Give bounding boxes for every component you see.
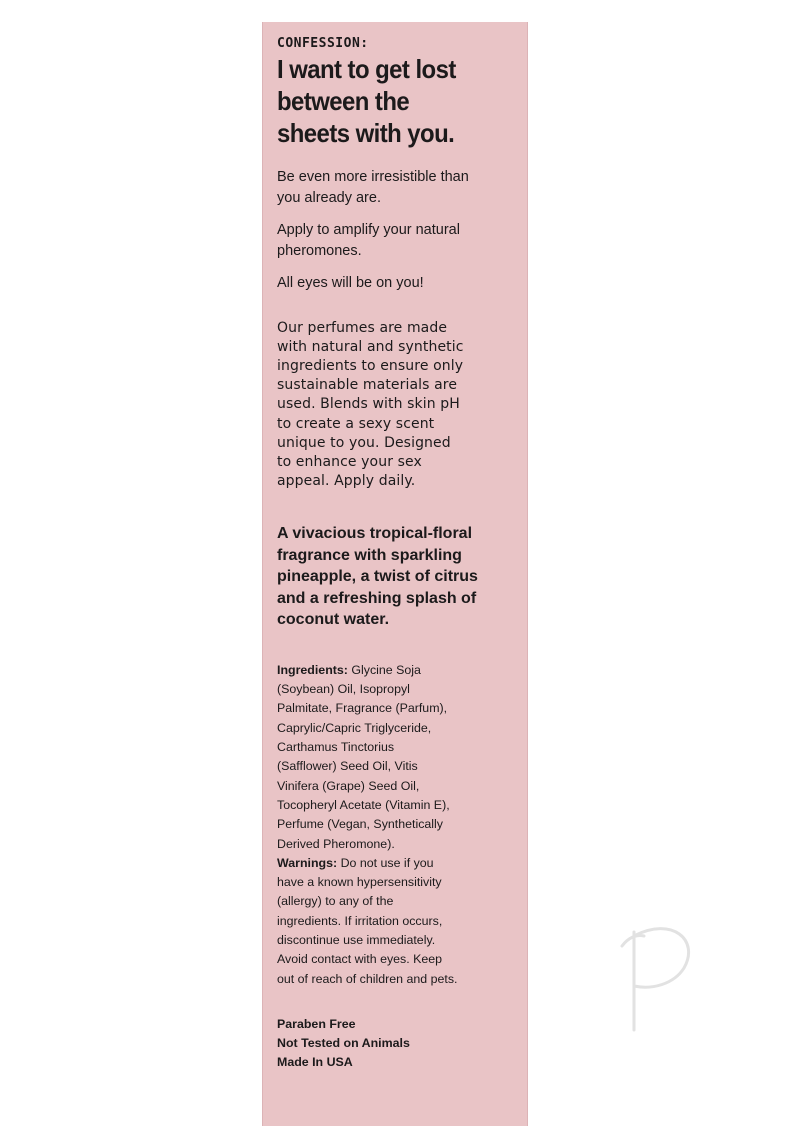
warnings-line: have a known hypersensitivity [277, 875, 442, 890]
claim-item: Made In USA [277, 1055, 353, 1070]
body-line: with natural and synthetic [277, 338, 464, 355]
ingredients-line: Tocopheryl Acetate (Vitamin E), [277, 797, 450, 812]
claim-item: Not Tested on Animals [277, 1036, 410, 1051]
headline-line: between the [277, 86, 410, 116]
warnings-line: out of reach of children and pets. [277, 971, 458, 986]
lead-paragraph [277, 273, 517, 294]
kicker-label: CONFESSION: [277, 36, 369, 51]
product-claims [277, 1015, 517, 1073]
ingredients-line: Palmitate, Fragrance (Parfum), [277, 701, 448, 716]
lead-line: pheromones. [277, 242, 362, 259]
body-line: Our perfumes are made [277, 319, 448, 336]
scent-line: coconut water. [277, 611, 390, 629]
scent-line: and a refreshing splash of [277, 589, 477, 607]
lead-line: Be even more irresistible than [277, 169, 469, 185]
ingredients-line: Perfume (Vegan, Synthetically [277, 817, 443, 832]
scent-line: A vivacious tropical-floral [277, 525, 473, 543]
body-line: appeal. Apply daily. [277, 473, 416, 490]
warnings-line: (allergy) to any of the [277, 894, 394, 909]
warnings-line: Avoid contact with eyes. Keep [277, 952, 443, 967]
body-line: unique to you. Designed [277, 434, 451, 451]
body-line: used. Blends with skin pH [277, 396, 460, 413]
ingredients-line: Derived Pheromone). [277, 836, 395, 851]
ingredients-text: Glycine Soja [347, 662, 421, 677]
body-copy [277, 319, 517, 492]
lead-line: Apply to amplify your natural [277, 222, 460, 238]
ingredients-and-warnings [277, 661, 517, 989]
ingredients-label: Ingredients: [277, 662, 348, 677]
ingredients-line: Caprylic/Capric Triglyceride, [277, 720, 432, 735]
warnings-text: Do not use if you [337, 855, 434, 870]
ingredients-line: Carthamus Tinctorius [277, 740, 395, 755]
headline [277, 53, 516, 149]
scent-line: pineapple, a twist of citrus [277, 568, 478, 586]
headline-line: sheets with you. [277, 118, 455, 148]
body-line: ingredients to ensure only [277, 357, 464, 374]
headline-line: I want to get lost [277, 54, 456, 84]
watermark-logo-icon [612, 912, 702, 1042]
ingredients-line: (Safflower) Seed Oil, Vitis [277, 759, 418, 774]
ingredients-line: Vinifera (Grape) Seed Oil, [277, 778, 420, 793]
warnings-line: ingredients. If irritation occurs, [277, 913, 443, 928]
lead-line: you already are. [277, 189, 381, 206]
scent-line: fragrance with sparkling [277, 546, 462, 564]
ingredients-line [277, 661, 517, 680]
lead-line: All eyes will be on you! [277, 275, 424, 291]
box-text-panel [277, 36, 517, 1073]
watermark-bowl [634, 929, 689, 988]
body-line: sustainable materials are [277, 377, 458, 394]
warnings-line [277, 854, 517, 873]
warnings-line: discontinue use immediately. [277, 932, 436, 947]
warnings-label: Warnings: [277, 855, 338, 870]
lead-paragraph [277, 220, 517, 261]
lead-paragraph [277, 167, 517, 208]
body-line: to enhance your sex [277, 453, 422, 470]
ingredients-line: (Soybean) Oil, Isopropyl [277, 682, 410, 697]
body-line: to create a sexy scent [277, 415, 435, 432]
scent-description [277, 523, 517, 631]
claim-item: Paraben Free [277, 1016, 356, 1031]
